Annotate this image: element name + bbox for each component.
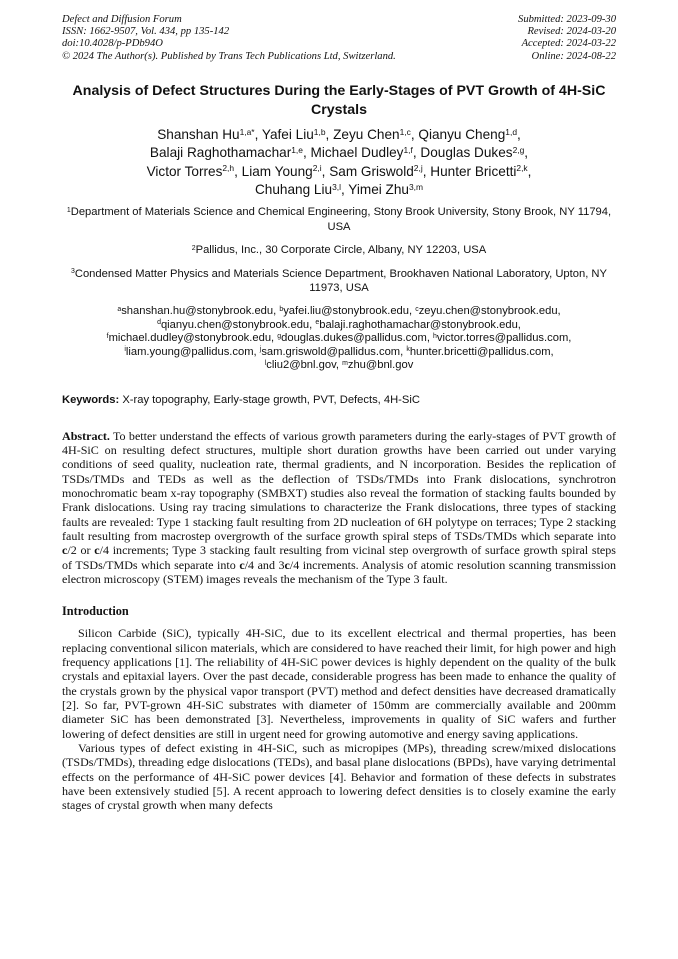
email-mark: f <box>106 332 109 340</box>
author-list: Shanshan $Hu^{1,a*}$, Yafei Liu$^{1,b}$, Zeyu Chen$^{1,c}$, Qianyu Cheng$^{1,d}$, Balaji Raghothamachar$^{1,e}$, Michael Dudley$^{1,f}$, Douglas Dukes$^{2,g}$, Victor Torres$^{2,h}$, Liam Young$^{2,i}$, Sam Griswold$^{2,j}$, Hunter Bricetti$^{2,k}$, Chuhang Liu$^{3,l}$, Yimei Zhu$^{3,m}$ <box>146 126 532 198</box>
email-address: balaji.raghothamachar@stonybrook.edu <box>319 318 518 331</box>
introduction-paragraph-1: Silicon Carbide (SiC), typically 4H-SiC, due to its excellent electrical and thermal properties, has been replacing conventional silicon materials, which are considered to have reached their limit, for high power and high frequency applications [1]. The reliability of 4H-SiC power devices is highly dependent on the quality of the bulk crystals and epitaxial layers. Over the past decade, considerable progress has been made to enhance the quality of the crystals grown by the physical vapor transport (PVT) method and defect densities have decreased dramatically [2]. So far, PVT-grown 4H-SiC substrates with diameter of 150mm are commercially available and 200mm diameter SiC has been demonstrated [3]. Nevertheless, improvements in quality of SiC wafers and further lowering of defect densities are still in urgent need for growing automotive and energy saving applications. <box>62 626 616 741</box>
author-affiliation-mark: 1,d <box>505 126 518 137</box>
email-address: victor.torres@pallidus.com <box>436 332 569 345</box>
accepted-date: Accepted: 2024-03-22 <box>521 38 616 50</box>
affiliation <box>62 243 616 257</box>
author-affiliation-mark: 2,i <box>312 163 322 174</box>
author-name: Qianyu Cheng <box>418 126 506 142</box>
email-mark: g <box>277 332 282 340</box>
keywords-text: X-ray topography, Early-stage growth, PVT, Defects, 4H-SiC <box>122 393 420 406</box>
publication-dates <box>518 14 616 63</box>
email-address: sam.griswold@pallidus.com <box>261 345 401 358</box>
email-list: $^a$shanshan.hu@stonybrook.edu, $^b$yafei.liu@stonybrook.edu, $^c$zeyu.chen@stonybrook.edu, $^d$qianyu.chen@stonybrook.edu, $^e$balaji.raghothamachar@stonybrook.edu, $^f$michael.dudley@stonybrook.edu, $^g$douglas.dukes@pallidus.com, $^h$victor.torres@pallidus.com, $^i$liam.young@pallidus.com, $^j$sam.griswold@pallidus.com, $^k$hunter.bricetti@pallidus.com, $^l$cliu2@bnl.gov, $^m$zhu@bnl.gov <box>106 305 572 372</box>
author-name: Yimei Zhu <box>348 182 409 198</box>
submitted-date: Submitted: 2023-09-30 <box>518 14 616 25</box>
email-mark: k <box>406 346 410 354</box>
email-address: zeyu.chen@stonybrook.edu <box>418 305 558 318</box>
author-affiliation-mark: 1,c <box>399 126 411 137</box>
email-mark: m <box>342 359 348 367</box>
abstract-text-5: /4 increments. Analysis of atomic resolution scanning transmission electron microscopy (STEM) images reveals the mechanism of the Type 3 fault. <box>62 557 617 586</box>
revised-date: Revised: 2024-03-20 <box>527 26 616 38</box>
issn-line: ISSN: 1662-9507, Vol. 434, pp 135-142 <box>62 26 230 38</box>
author-name: Hunter Bricetti <box>430 163 517 179</box>
author-name: Zeyu Chen <box>333 126 400 142</box>
author-name: Douglas Dukes <box>420 145 513 161</box>
author-affiliation-mark: 2,k <box>516 163 528 174</box>
author-name: Michael Dudley <box>310 145 404 161</box>
abstract-text-1: To better understand the effects of various growth parameters during the early-stages of PVT growth of 4H-SiC on resulting defect structures, multiple short duration growths have been carried out under varying conditions of seed quality, nucleation rate, thermal gradients, and N incorporation. Besides the replication of TSDs/TMDs and TEDs as well as the deflection of TSDs/TMDs into Frank dislocations, synchrotron monochromatic beam x-ray topography (SMBXT) studies also reveal the formation of stacking faults bounded by Frank dislocations. Using ray tracing simulations to characterize the Frank dislocations, three types of stacking faults are revealed: Type 1 stacking fault resulting from 2D nucleation of 6H polytype on terraces; Type 2 stacking fault resulting from macrostep overgrowth of the surface growth spiral steps of TSDs/TMDs which separate into <box>62 428 616 543</box>
email-address: qianyu.chen@stonybrook.edu <box>160 318 310 331</box>
author-affiliation-mark: 2,h <box>222 163 235 174</box>
online-date: Online: 2024-08-22 <box>531 50 616 62</box>
affiliation-number: 1 <box>66 206 71 214</box>
abstract-text-3: /4 increments; Type 3 stacking fault resulting from vicinal step overgrowth of surface growth spiral steps of TSDs/TMDs which separate into <box>62 543 616 572</box>
email-address: douglas.dukes@pallidus.com <box>281 332 427 345</box>
email-mark: l <box>264 359 267 367</box>
abstract <box>62 429 616 587</box>
author-affiliation-mark: 2,g <box>512 145 525 156</box>
keywords <box>62 393 616 407</box>
email-mark: e <box>315 319 320 327</box>
author-affiliation-mark: 1,e <box>291 145 303 156</box>
doi-line: doi:10.4028/p-PDb94O <box>62 38 163 50</box>
email-mark: a <box>117 306 122 313</box>
author-affiliation-mark: 3,l <box>332 181 341 192</box>
author-name: Victor Torres <box>146 163 223 179</box>
affiliation-list <box>62 205 616 295</box>
author-affiliation-mark: 1,b <box>313 126 326 137</box>
introduction-heading: Introduction <box>62 604 129 619</box>
affiliation-text: Pallidus, Inc., 30 Corporate Circle, Albany, NY 12203, USA <box>195 244 487 257</box>
author-name: Liam Young <box>241 163 313 179</box>
abstract-text-4: /4 and 3 <box>244 557 285 572</box>
journal-info <box>62 14 396 63</box>
email-mark: d <box>157 319 161 327</box>
email-address: liam.young@pallidus.com <box>125 345 254 358</box>
author-affiliation-mark: 3,m <box>408 181 424 192</box>
author-name: Sam Griswold <box>329 163 414 179</box>
abstract-c-3: c <box>239 557 245 572</box>
email-address: yafei.liu@stonybrook.edu <box>283 305 409 318</box>
email-address: cliu2@bnl.gov <box>266 359 336 372</box>
abstract-c-4: c <box>284 557 290 572</box>
abstract-label: Abstract. <box>62 428 110 443</box>
journal-header <box>62 14 616 63</box>
email-address: zhu@bnl.gov <box>347 359 414 372</box>
author-name: Shanshan Hu <box>157 126 240 142</box>
author-affiliation-mark: 1,f <box>403 145 413 156</box>
author-name: Chuhang Liu <box>254 182 333 198</box>
abstract-c-2: c <box>94 543 100 558</box>
introduction-paragraph-2: Various types of defect existing in 4H-SiC, such as micropipes (MPs), threading screw/mixed dislocations (TSDs/TMDs), threading edge dislocations (TEDs), and basal plane dislocations (BPDs), have varying detrimental effects on the performance of 4H-SiC power devices [4]. Behavior and formation of these defects in substrates have been extensively studied [5]. A recent approach to lowering defect densities is to closely examine the early stages of crystal growth when many defects <box>62 741 616 813</box>
email-mark: b <box>279 306 284 313</box>
affiliation-text: Condensed Matter Physics and Materials Science Department, Brookhaven National Laboratory, Upton, NY 11973, USA <box>74 267 607 295</box>
affiliation-number: 3 <box>71 268 75 276</box>
email-mark: j <box>259 346 262 354</box>
author-name: Yafei Liu <box>261 126 314 142</box>
affiliation <box>62 205 616 234</box>
abstract-c-1: c <box>62 543 68 558</box>
paper-title: Analysis of Defect Structures During the Early-Stages of PVT Growth of 4H-SiC Crystals <box>72 82 606 118</box>
abstract-text-2: /2 or <box>67 543 95 558</box>
affiliation-number: 2 <box>191 244 196 252</box>
author-affiliation-mark: 1,a* <box>239 126 255 137</box>
keywords-label: Keywords: <box>62 393 120 406</box>
copyright-line: © 2024 The Author(s). Published by Trans Tech Publications Ltd, Switzerland. <box>62 50 396 62</box>
email-address: shanshan.hu@stonybrook.edu <box>121 305 274 318</box>
author-affiliation-mark: 2,j <box>413 163 423 174</box>
email-mark: c <box>415 306 419 313</box>
affiliation <box>62 267 616 296</box>
author-name: Balaji Raghothamachar <box>149 145 292 161</box>
journal-name: Defect and Diffusion Forum <box>62 14 182 25</box>
email-mark: i <box>124 346 126 354</box>
email-address: michael.dudley@stonybrook.edu <box>108 332 272 345</box>
email-mark: h <box>433 332 437 340</box>
email-address: hunter.bricetti@pallidus.com <box>409 345 551 358</box>
affiliation-text: Department of Materials Science and Chemical Engineering, Stony Brook University, Stony Brook, NY 11794, USA <box>70 206 612 233</box>
